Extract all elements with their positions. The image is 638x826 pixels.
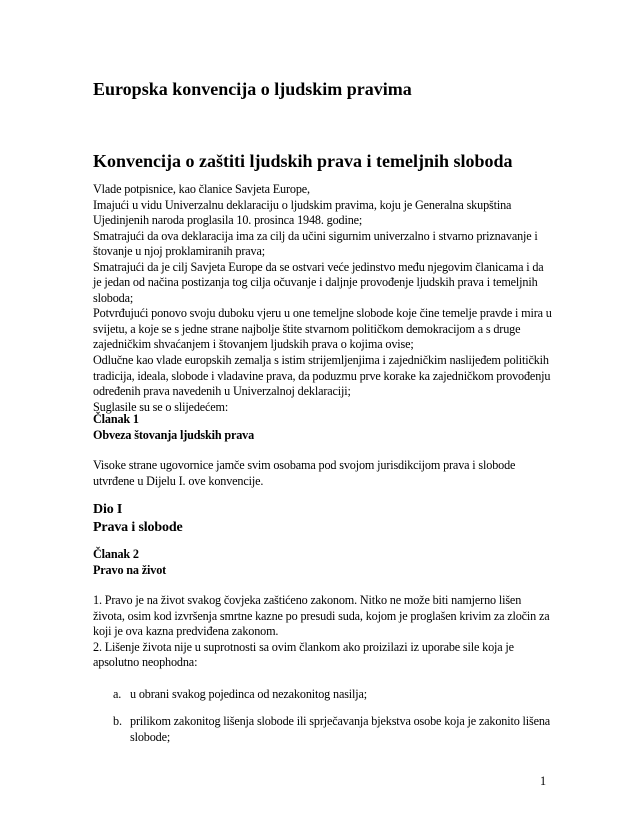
list-item-text: u obrani svakog pojedinca od nezakonitog nasilja; (130, 686, 368, 701)
preamble-line: Potvrđujući ponovo svoju duboku vjeru u one temeljne slobode koje čine temelje pravde i mira u svijetu, a koje se s jedne strane najbolje štite stvarnom političkom demokracijom a s druge zajedničkim shvaćanjem i štovanjem ljudskih prava o kojima ovise; (93, 306, 552, 352)
article-1 (93, 412, 553, 489)
preamble (93, 182, 553, 415)
page-number: 1 (540, 774, 547, 788)
document-title: Europska konvencija o ljudskim pravima (93, 79, 412, 99)
preamble-line: Smatrajući da je cilj Savjeta Europe da se ostvari veće jedinstvo među njegovim članicama i da je jedan od načina postizanja tog cilja očuvanje i daljnje provođenje ljudskih prava i temeljnih sloboda; (93, 259, 544, 305)
preamble-line: Smatrajući da ova deklaracija ima za cilj da učini sigurnim univerzalno i stvarno priznavanje i štovanje u njoj proklamiranih prava; (93, 228, 538, 259)
list-item-text: prilikom zakonitog lišenja slobode ili sprječavanja bjekstva osobe koja je zakonito lišena slobode; (130, 714, 551, 744)
list-marker: b. (113, 714, 122, 729)
article-1-subheading: Obveza štovanja ljudskih prava (93, 427, 255, 442)
preamble-line: Imajući u vidu Univerzalnu deklaraciju o ljudskim pravima, koju je Generalna skupština Ujedinjenih naroda proglasila 10. prosinca 1948. godine; (93, 197, 512, 228)
part-1 (93, 501, 553, 537)
document-page (93, 78, 553, 744)
article-2-heading: Članak 2 (93, 547, 139, 561)
part-1-subheading: Prava i slobode (93, 520, 183, 535)
article-1-text: Visoke strane ugovornice jamče svim osobama pod svojom jurisdikcijom prava i slobode utvrđene u Dijelu I. ove konvencije. (93, 458, 516, 488)
article-1-heading: Članak 1 (93, 412, 139, 426)
article-2 (93, 547, 553, 745)
list-item (93, 714, 553, 745)
preamble-line: Suglasile su se o slijedećem: (93, 399, 229, 414)
article-2-subheading: Pravo na život (93, 562, 167, 577)
preamble-line: Odlučne kao vlade europskih zemalja s istim strijemljenjima i zajedničkim naslijeđem političkih tradicija, ideala, slobode i vladavine prava, da poduzmu prve korake ka zajedničkom provođenju određenih prava navedenih u Univerzalnoj deklaraciji; (93, 353, 551, 399)
part-1-heading: Dio I (93, 502, 123, 517)
list-marker: a. (113, 686, 122, 701)
convention-title: Konvencija o zaštiti ljudskih prava i temeljnih sloboda (93, 151, 513, 171)
article-2-para-1: 1. Pravo je na život svakog čovjeka zaštićeno zakonom. Nitko ne može biti namjerno lišen života, osim kod izvršenja smrtne kazne po presudi suda, kojom je proglašen krivim za zločin za koji je ova kazna predviđena zakonom. (93, 593, 550, 639)
list-item (93, 687, 553, 703)
preamble-line: Vlade potpisnice, kao članice Savjeta Europe, (93, 182, 310, 196)
article-2-para-2: 2. Lišenje života nije u suprotnosti sa ovim člankom ako proizilazi iz uporabe sile koja je apsolutno neophodna: (93, 639, 514, 670)
